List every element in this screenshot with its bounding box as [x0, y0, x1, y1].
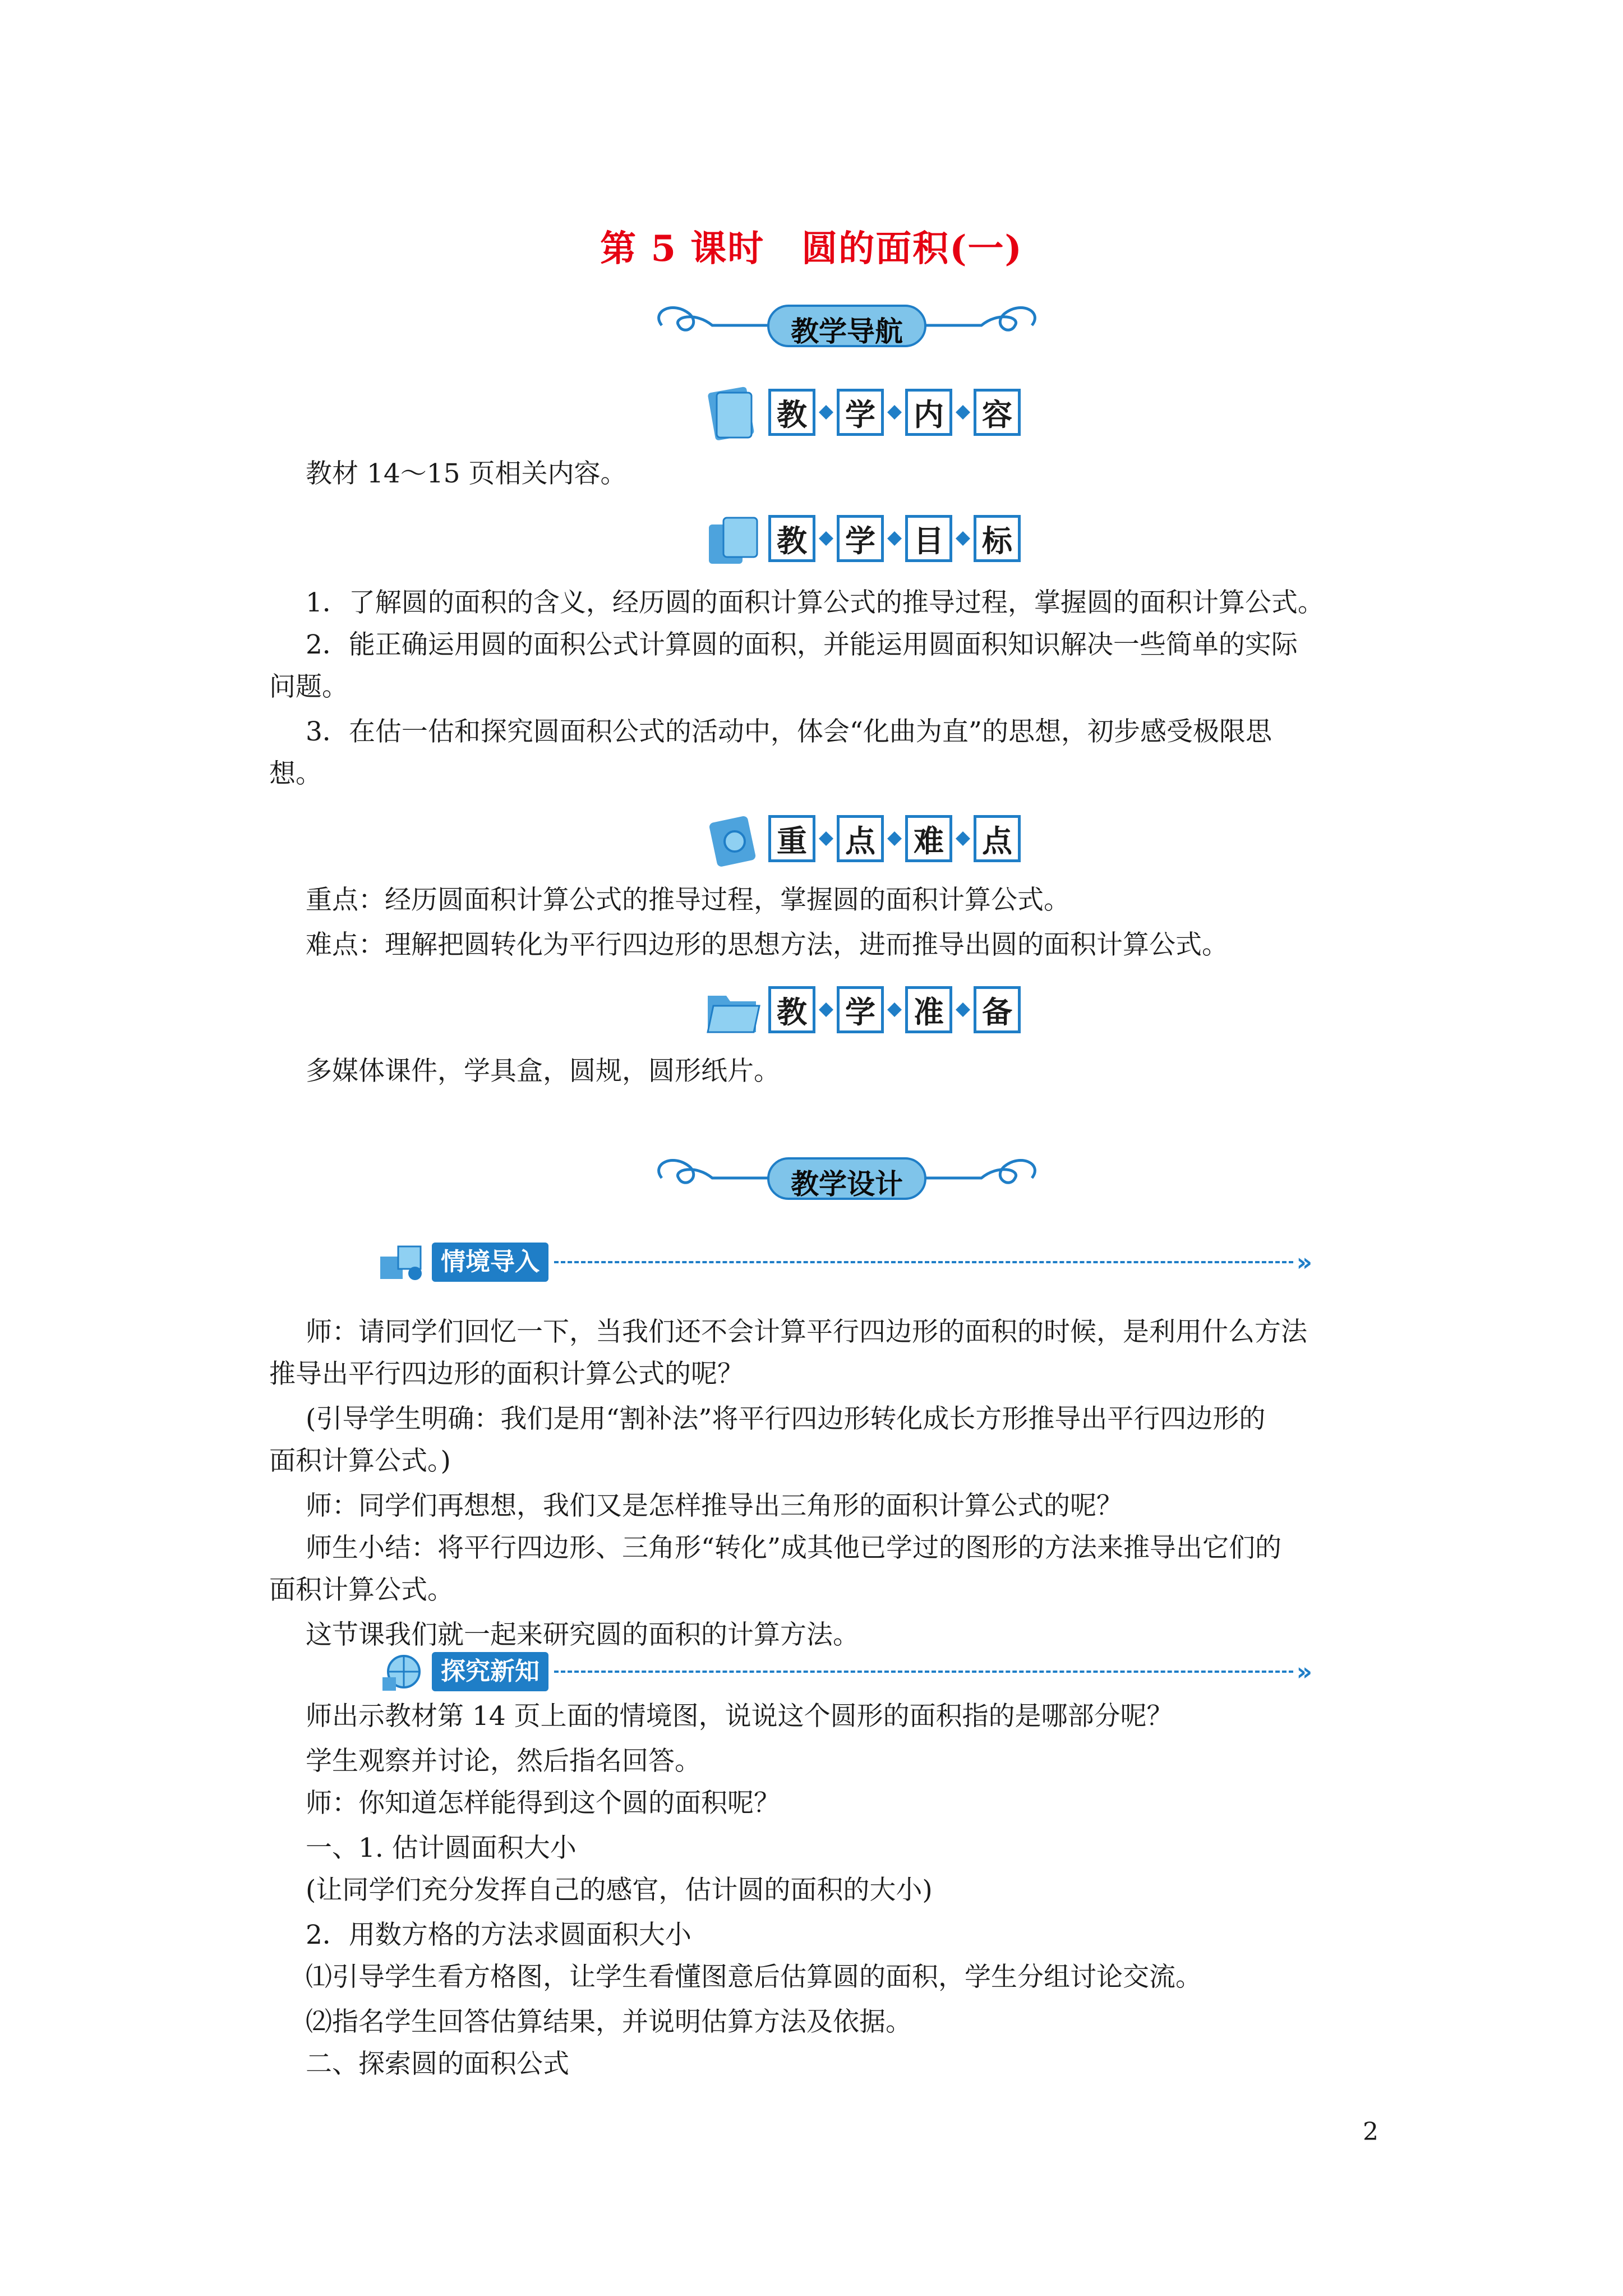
subhead-char: 点	[974, 815, 1021, 862]
explore-line: ⑴引导学生看方格图，让学生看懂图意后估算圆的面积，学生分组讨论交流。	[306, 1962, 1202, 1993]
subhead-prep	[701, 979, 1021, 1041]
explore-line: 师出示教材第 14 页上面的情境图，说说这个圆形的面积指的是哪部分呢？	[306, 1701, 1173, 1732]
diamond-icon	[886, 404, 903, 421]
dashed-rule	[554, 1671, 1293, 1673]
subhead-char: 目	[905, 515, 952, 562]
intro-line: 面积计算公式。	[269, 1575, 454, 1605]
subhead-key	[701, 808, 1021, 869]
diamond-icon	[886, 1001, 903, 1018]
intro-line: 面积计算公式。)	[269, 1446, 451, 1476]
explore-line: 一、1. 估计圆面积大小	[306, 1833, 577, 1864]
key-point-line: 难点：理解把圆转化为平行四边形的思想方法，进而推导出圆的面积计算公式。	[306, 930, 1228, 960]
section-tab-intro	[376, 1240, 1312, 1285]
page-number: 2	[1363, 2118, 1378, 2146]
goal-line: 想。	[269, 758, 322, 789]
subhead-char: 点	[837, 815, 884, 862]
prep-text: 多媒体课件，学具盒，圆规，圆形纸片。	[306, 1056, 780, 1087]
subhead-char: 重	[768, 815, 815, 862]
banner-design-label: 教学设计	[791, 1168, 903, 1200]
subhead-char: 学	[837, 389, 884, 436]
diamond-icon	[955, 530, 971, 547]
subhead-char: 难	[905, 815, 952, 862]
books-icon	[701, 508, 763, 569]
explore-line: ⑵指名学生回答估算结果，并说明估算方法及依据。	[306, 2007, 912, 2037]
explore-line: 师：你知道怎样能得到这个圆的面积呢？	[306, 1788, 780, 1819]
section-tab-explore	[376, 1649, 1312, 1694]
explore-line: 二、探索圆的面积公式	[306, 2049, 569, 2079]
diamond-icon	[955, 404, 971, 421]
goal-line: 2．能正确运用圆的面积公式计算圆的面积，并能运用圆面积知识解决一些简单的实际	[306, 629, 1298, 660]
page-title: 第 5 课时 圆的面积(一)	[600, 228, 1023, 270]
intro-line: 师生小结：将平行四边形、三角形“转化”成其他已学过的图形的方法来推导出它们的	[306, 1533, 1282, 1563]
goal-line: 问题。	[269, 671, 348, 702]
lock-icon	[701, 808, 763, 869]
subhead-goals	[701, 508, 1021, 569]
subhead-char: 标	[974, 515, 1021, 562]
diamond-icon	[818, 530, 834, 547]
subhead-char: 教	[768, 515, 815, 562]
dashed-rule	[554, 1261, 1293, 1263]
subhead-char: 内	[905, 389, 952, 436]
intro-line: 师：同学们再想想，我们又是怎样推导出三角形的面积计算公式的呢？	[306, 1490, 1123, 1521]
goal-line: 1．了解圆的面积的含义，经历圆的面积计算公式的推导过程，掌握圆的面积计算公式。	[306, 587, 1324, 618]
explore-line: 2．用数方格的方法求圆面积大小	[306, 1920, 691, 1950]
subhead-content	[701, 381, 1021, 443]
diamond-icon	[818, 404, 834, 421]
subhead-char: 备	[974, 986, 1021, 1033]
intro-line: 推导出平行四边形的面积计算公式的呢？	[269, 1359, 744, 1389]
explore-line: 学生观察并讨论，然后指名回答。	[306, 1746, 701, 1777]
section-banner-design	[639, 1147, 1054, 1209]
intro-line: (引导学生明确：我们是用“割补法”将平行四边形转化成长方形推导出平行四边形的	[306, 1404, 1266, 1434]
content-text: 教材 14～15 页相关内容。	[306, 458, 627, 489]
double-arrow-icon: »	[1296, 1657, 1312, 1686]
subhead-char: 教	[768, 986, 815, 1033]
tab-intro-label: 情境导入	[432, 1243, 548, 1282]
intro-line: 这节课我们就一起来研究圆的面积的计算方法。	[306, 1619, 859, 1650]
notebook-icon	[701, 381, 763, 443]
goal-line: 3．在估一估和探究圆面积公式的活动中，体会“化曲为直”的思想，初步感受极限思	[306, 716, 1272, 747]
diamond-icon	[886, 830, 903, 847]
banner-nav-label: 教学导航	[791, 315, 903, 348]
diamond-icon	[955, 830, 971, 847]
globe-icon	[376, 1649, 432, 1694]
diamond-icon	[818, 1001, 834, 1018]
diamond-icon	[886, 530, 903, 547]
subhead-char: 准	[905, 986, 952, 1033]
subhead-char: 教	[768, 389, 815, 436]
subhead-char: 学	[837, 515, 884, 562]
subhead-char: 学	[837, 986, 884, 1033]
subhead-char: 容	[974, 389, 1021, 436]
double-arrow-icon: »	[1296, 1248, 1312, 1277]
folder-icon	[701, 979, 763, 1041]
key-point-line: 重点：经历圆面积计算公式的推导过程，掌握圆的面积计算公式。	[306, 885, 1070, 915]
diamond-icon	[955, 1001, 971, 1018]
section-banner-nav	[639, 295, 1054, 356]
cube-icon	[376, 1240, 432, 1285]
diamond-icon	[818, 830, 834, 847]
explore-line: (让同学们充分发挥自己的感官，估计圆的面积的大小)	[306, 1875, 933, 1906]
intro-line: 师：请同学们回忆一下，当我们还不会计算平行四边形的面积的时候，是利用什么方法	[306, 1317, 1307, 1347]
tab-explore-label: 探究新知	[432, 1652, 548, 1691]
